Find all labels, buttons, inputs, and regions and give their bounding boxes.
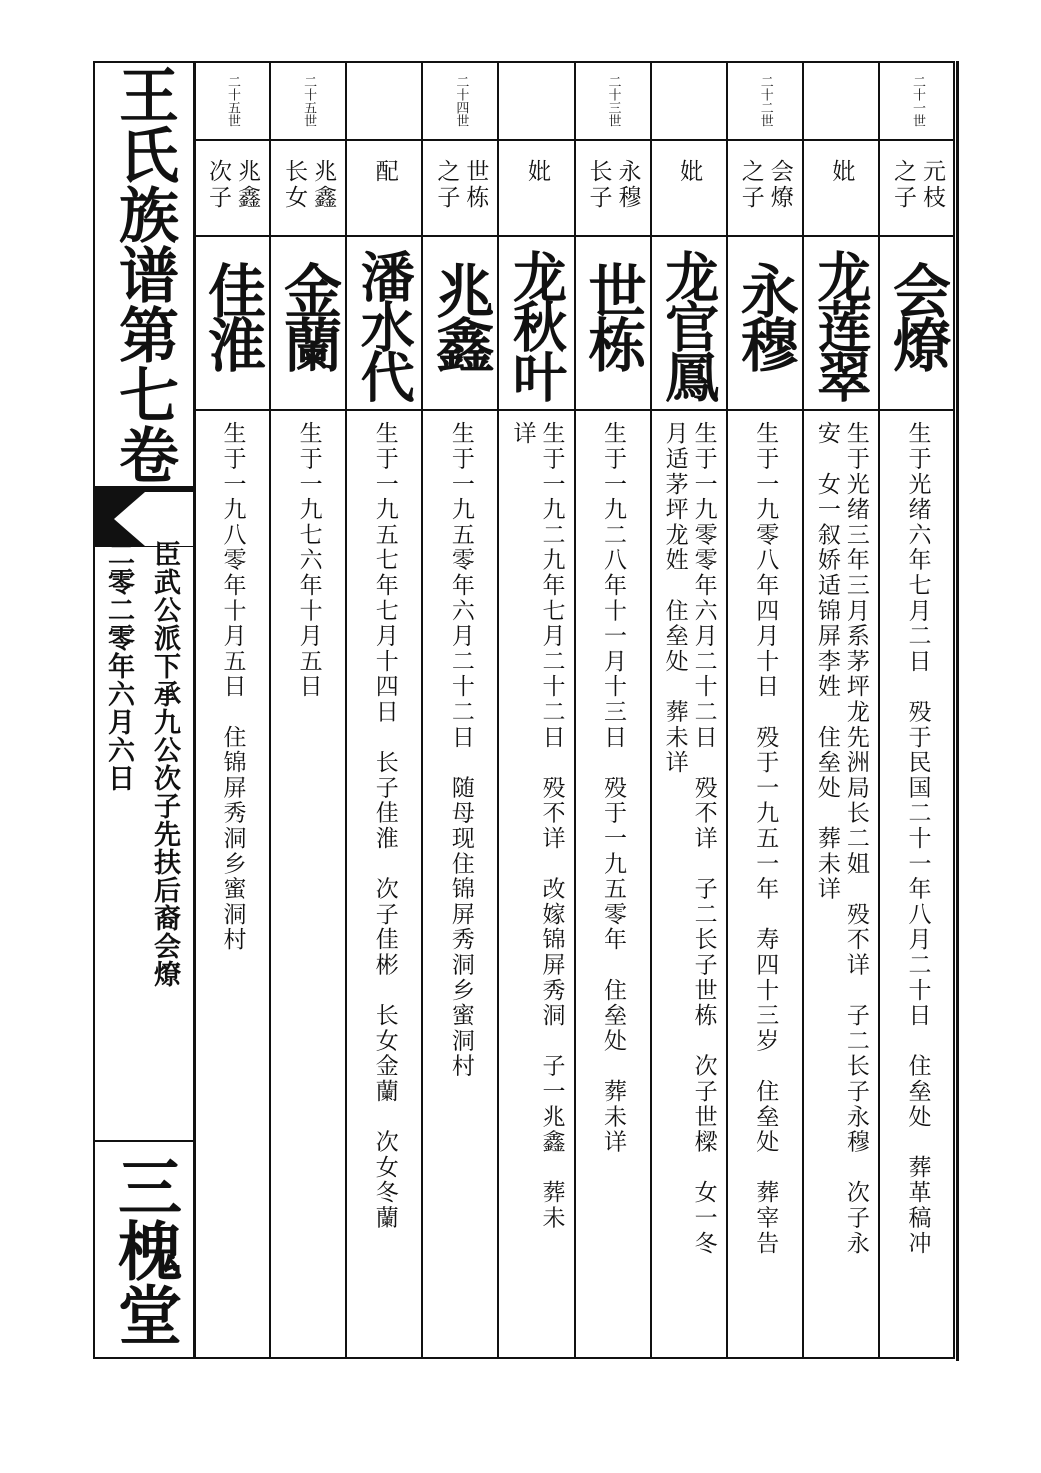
lineage-subtitle xyxy=(97,540,191,1140)
column-generation-cell xyxy=(804,61,878,139)
column-relation-cell xyxy=(880,141,954,235)
column-relation-cell xyxy=(271,141,345,235)
name-text: 世栋 xyxy=(578,261,647,369)
name-text: 会燎 xyxy=(882,261,951,369)
column-name-cell xyxy=(271,237,345,409)
column-bio-cell xyxy=(728,411,802,1359)
relation-text: 元枝 之子 xyxy=(889,159,945,211)
compile-date: 二零二零年六月六日 xyxy=(103,540,134,792)
generation-text: 二十一世 xyxy=(909,75,925,127)
book-title xyxy=(97,64,191,488)
fishtail-ornament xyxy=(93,489,193,547)
column-relation-cell xyxy=(576,141,650,235)
column-generation-cell xyxy=(423,61,497,139)
column-bio-cell xyxy=(271,411,345,1359)
name-text: 龙官鳳 xyxy=(656,249,721,399)
column-generation-cell xyxy=(347,61,421,139)
relation-text: 永穆 长子 xyxy=(585,159,641,211)
bio-text: 生于光绪六年七月二日 殁于民国二十一年八月二十日 住垒处 葬革稿冲 xyxy=(904,421,931,1256)
generation-text: 二十三世 xyxy=(605,75,621,127)
relation-text: 世栋 之子 xyxy=(433,159,489,211)
bio-text: 生于一九七六年十月五日 xyxy=(295,421,322,700)
frame-right-edge xyxy=(956,61,959,1361)
book-title-text: 王氏族谱第七卷 xyxy=(109,64,179,484)
relation-text: 配 xyxy=(371,159,398,185)
bio-text: 生于一九零八年四月十日 殁于一九五一年 寿四十三岁 住垒处 葬宰告 xyxy=(752,421,779,1256)
column-relation-cell xyxy=(423,141,497,235)
column-name-cell xyxy=(195,237,269,409)
column-name-cell xyxy=(728,237,802,409)
relation-text: 兆鑫 次子 xyxy=(205,159,261,211)
column-name-cell xyxy=(347,237,421,409)
column-generation-cell xyxy=(728,61,802,139)
relation-text: 会燎 之子 xyxy=(737,159,793,211)
column-name-cell xyxy=(499,237,573,409)
generation-text: 二十五世 xyxy=(225,75,241,127)
column-bio-cell xyxy=(652,411,726,1359)
name-text: 龙莲翠 xyxy=(808,249,873,399)
bio-text: 生于光绪三年三月系茅坪龙先洲局长二姐 殁不详 子二长子永穆 次子永 安 女一叙娇适锦屏李姓 住垒处 葬未详 xyxy=(813,421,869,1256)
column-generation-cell xyxy=(499,61,573,139)
bio-text: 生于一九五零年六月二十二日 随母现住锦屏秀洞乡蜜洞村 xyxy=(447,421,474,1079)
name-text: 兆鑫 xyxy=(426,261,495,369)
relation-text: 妣 xyxy=(523,159,550,185)
column-generation-cell xyxy=(652,61,726,139)
column-bio-cell xyxy=(499,411,573,1359)
name-text: 潘水代 xyxy=(352,249,417,399)
column-name-cell xyxy=(576,237,650,409)
name-text: 龙秋叶 xyxy=(504,249,569,399)
column-name-cell xyxy=(423,237,497,409)
bio-text: 生于一九五七年七月十四日 长子佳淮 次子佳彬 长女金蘭 次女冬蘭 xyxy=(371,421,398,1231)
generation-text: 二十二世 xyxy=(757,75,773,127)
column-name-cell xyxy=(804,237,878,409)
column-relation-cell xyxy=(728,141,802,235)
relation-text: 妣 xyxy=(828,159,855,185)
bio-text: 生于一九二九年七月二十二日 殁不详 改嫁锦屏秀洞 子一兆鑫 葬未 详 xyxy=(509,421,565,1231)
column-relation-cell xyxy=(499,141,573,235)
relation-text: 妣 xyxy=(676,159,703,185)
name-text: 永穆 xyxy=(730,261,799,369)
bio-text: 生于一九八零年十月五日 住锦屏秀洞乡蜜洞村 xyxy=(219,421,246,953)
column-generation-cell xyxy=(271,61,345,139)
hall-name xyxy=(97,1144,191,1356)
column-bio-cell xyxy=(195,411,269,1359)
column-name-cell xyxy=(652,237,726,409)
generation-text: 二十五世 xyxy=(301,75,317,127)
hall-divider xyxy=(93,1140,195,1142)
relation-text: 兆鑫 长女 xyxy=(281,159,337,211)
column-relation-cell xyxy=(652,141,726,235)
hall-name-text: 三槐堂 xyxy=(107,1154,182,1346)
column-generation-cell xyxy=(576,61,650,139)
column-bio-cell xyxy=(804,411,878,1359)
column-bio-cell xyxy=(880,411,954,1359)
column-bio-cell xyxy=(347,411,421,1359)
name-text: 佳淮 xyxy=(198,261,267,369)
bio-text: 生于一九零零年六月二十二日 殁不详 子二长子世栋 次子世樑 女一冬 月适茅坪龙姓 住垒处 葬未详 xyxy=(661,421,717,1256)
column-generation-cell xyxy=(880,61,954,139)
column-bio-cell xyxy=(576,411,650,1359)
branch-line: 臣武公派下承九公次子先扶后裔会燎 xyxy=(149,540,180,988)
bio-text: 生于一九二八年十一月十三日 殁于一九五零年 住垒处 葬未详 xyxy=(600,421,627,1155)
column-relation-cell xyxy=(195,141,269,235)
column-bio-cell xyxy=(423,411,497,1359)
column-relation-cell xyxy=(347,141,421,235)
column-name-cell xyxy=(880,237,954,409)
name-text: 金蘭 xyxy=(274,261,343,369)
generation-text: 二十四世 xyxy=(453,75,469,127)
column-generation-cell xyxy=(195,61,269,139)
column-relation-cell xyxy=(804,141,878,235)
